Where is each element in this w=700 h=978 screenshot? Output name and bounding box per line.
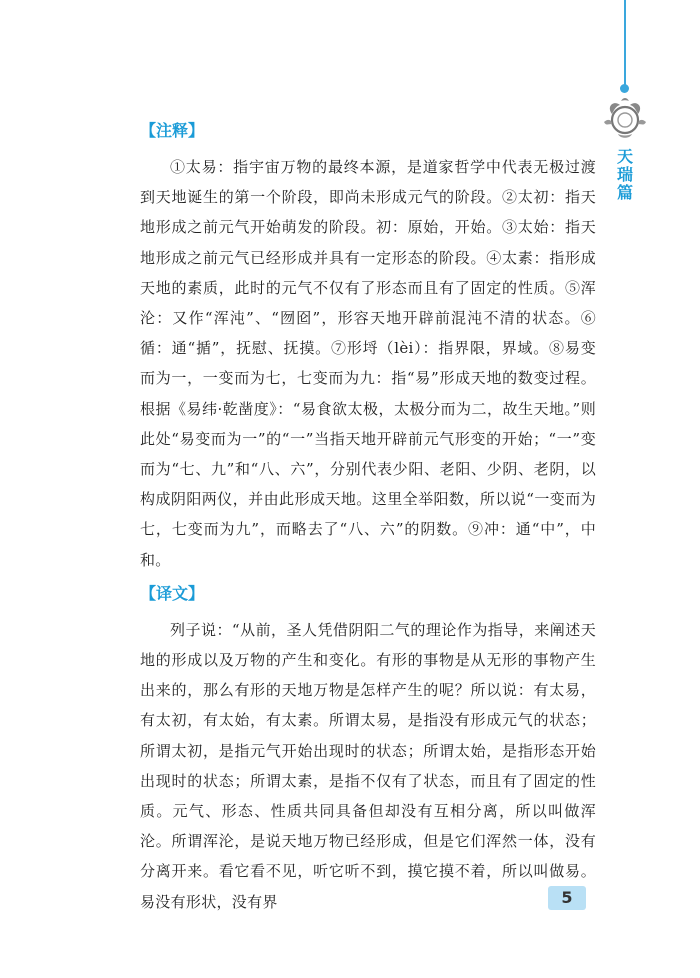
margin-dot bbox=[620, 84, 629, 93]
annotation-heading: 【注释】 bbox=[140, 121, 205, 140]
chapter-side-title: 天瑞篇 bbox=[616, 147, 633, 202]
page-content bbox=[140, 118, 596, 923]
annotation-paragraph: ①太易：指宇宙万物的最终本源，是道家哲学中代表无极过渡到天地诞生的第一个阶段，即尚未形成元气的阶段。②太初：指天地形成之前元气开始萌发的阶段。初：原始，开始。③太始：指天地形成之前元气已经形成并具有一定形态的阶段。④太素：指形成天地的素质，此时的元气不仅有了形态而且有了固定的性质。⑤浑沦：又作“浑沌”、“囫囵”，形容天地开辟前混沌不清的状态。⑥循：通“揗”，抚慰、抚摸。⑦形埒（lèi）：指界限，界域。⑧易变而为一，一变而为七，七变而为九：指“易”形成天地的数变过程。根据《易纬·乾凿度》：“易食欲太极，太极分而为二，故生天地。”则此处“易变而为一”的“一”当指天地开辟前元气形变的开始；“一”变而为“七、九”和“八、六”，分别代表少阳、老阳、少阴、老阴，以构成阴阳两仪，并由此形成天地。这里全举阳数，所以说“一变而为七，七变而为九”，而略去了“八、六”的阴数。⑨冲：通“中”，中和。 bbox=[140, 158, 596, 569]
translation-paragraph: 列子说：“从前，圣人凭借阴阳二气的理论作为指导，来阐述天地的形成以及万物的产生和变化。有形的事物是从无形的事物产生出来的，那么有形的天地万物是怎样产生的呢？所以说：有太易，有太初，有太始，有太素。所谓太易，是指没有形成元气的状态；所谓太初，是指元气开始出现时的状态；所谓太始，是指形态开始出现时的状态；所谓太素，是指不仅有了状态，而且有了固定的性质。元气、形态、性质共同具备但却没有互相分离，所以叫做浑沦。所谓浑沦，是说天地万物已经形成，但是它们浑然一体，没有分离开来。看它看不见，听它听不到，摸它摸不着，所以叫做易。易没有形状，没有界 bbox=[140, 620, 596, 911]
margin-line bbox=[624, 0, 626, 88]
translation-heading: 【译文】 bbox=[140, 583, 205, 603]
dragon-emblem-icon bbox=[600, 96, 650, 142]
page-number: 5 bbox=[548, 886, 586, 910]
